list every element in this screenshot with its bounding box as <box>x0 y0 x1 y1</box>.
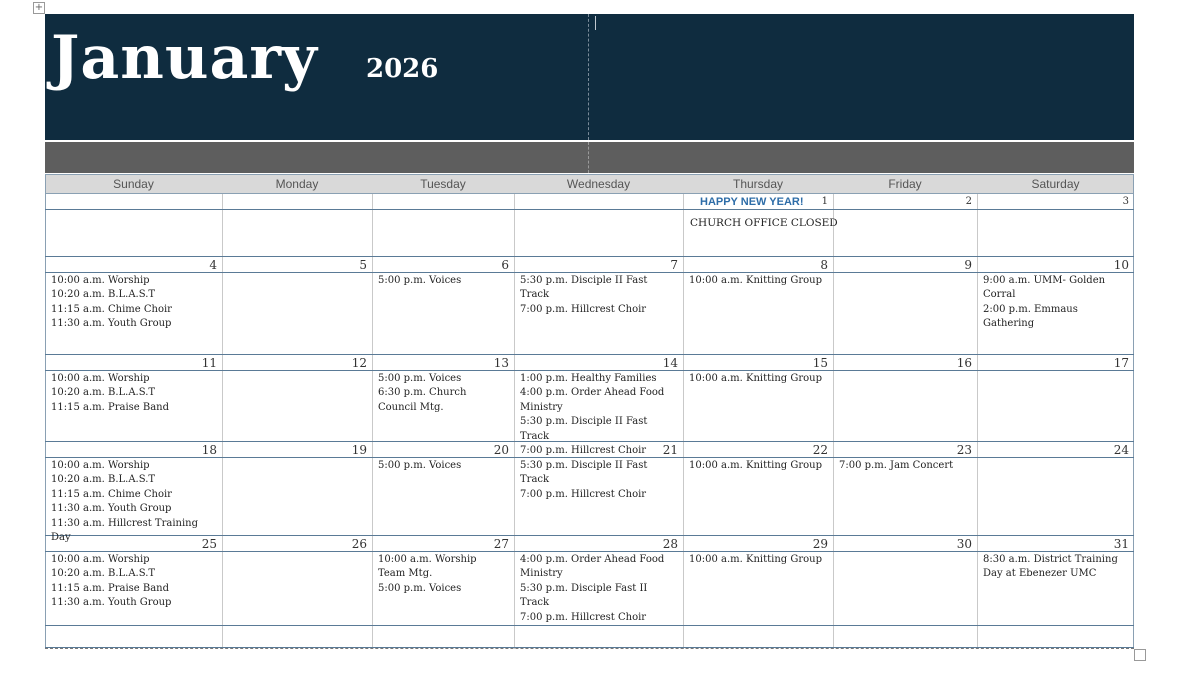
date-number: 23 <box>956 443 972 457</box>
month-title: January <box>51 23 318 93</box>
date-number: 29 <box>812 537 828 551</box>
weekday-header-row <box>45 174 1134 194</box>
date-number: 18 <box>201 443 217 457</box>
date-number: 22 <box>812 443 828 457</box>
event-item[interactable]: 10:00 a.m. Worship <box>51 460 150 471</box>
date-number: 25 <box>201 537 217 551</box>
event-item[interactable]: 8:30 a.m. District Training Day at Ebenezer UMC <box>983 554 1118 580</box>
event-item[interactable]: 11:15 a.m. Chime Choir <box>51 488 172 500</box>
date-number: 24 <box>1113 443 1129 457</box>
event-item[interactable]: 7:00 p.m. Jam Concert <box>839 460 954 471</box>
day-events <box>372 459 506 473</box>
day-events <box>683 372 825 386</box>
table-bottom-border <box>45 648 1134 649</box>
event-item[interactable]: 5:00 p.m. Voices <box>378 373 462 384</box>
event-item[interactable]: 1:00 p.m. Healthy Families <box>520 373 657 384</box>
weekday-saturday: Saturday <box>1031 177 1080 191</box>
day-events <box>683 553 825 567</box>
header-band <box>45 142 1134 173</box>
event-item[interactable]: 5:30 p.m. Disciple II Fast Track <box>520 416 648 442</box>
day-events <box>514 553 675 625</box>
date-number: 14 <box>662 356 678 370</box>
table-move-handle[interactable]: + <box>34 2 44 13</box>
date-number: 28 <box>662 537 678 551</box>
day-events <box>45 553 214 611</box>
date-number: 10 <box>1113 258 1129 272</box>
event-item[interactable]: 10:00 a.m. Knitting Group <box>689 554 822 565</box>
event-item[interactable]: 6:30 p.m. Church Council Mtg. <box>378 387 467 413</box>
event-item[interactable]: 11:15 a.m. Praise Band <box>51 401 170 413</box>
day-events <box>372 372 506 415</box>
day-events <box>372 274 506 288</box>
event-item[interactable]: 2:00 p.m. Emmaus Gathering <box>983 303 1078 330</box>
date-number: 20 <box>493 443 509 457</box>
event-item[interactable]: 5:00 p.m. Voices <box>378 460 462 471</box>
weekday-wednesday: Wednesday <box>566 177 631 191</box>
year-title: 2026 <box>366 54 439 84</box>
date-number: 12 <box>351 356 367 370</box>
event-item[interactable]: 5:30 p.m. Disciple Fast II Track <box>520 582 648 609</box>
event-item[interactable]: 7:00 p.m. Hillcrest Choir <box>520 488 647 500</box>
date-number: 7 <box>670 258 678 272</box>
weekday-thursday: Thursday <box>732 177 784 191</box>
event-item[interactable]: 5:00 p.m. Voices <box>378 582 462 594</box>
event-item[interactable]: 5:30 p.m. Disciple II Fast Track <box>520 275 648 301</box>
table-resize-handle[interactable] <box>1134 649 1146 661</box>
event-item[interactable]: 10:20 a.m. B.L.A.S.T <box>51 387 156 399</box>
weekday-monday: Monday <box>275 177 319 191</box>
event-item[interactable]: 11:30 a.m. Hillcrest Training Day <box>51 517 199 544</box>
event-row <box>45 210 1134 257</box>
date-number: 5 <box>359 258 367 272</box>
event-item[interactable]: 9:00 a.m. UMM- Golden Corral <box>983 275 1106 301</box>
event-item[interactable]: 10:00 a.m. Worship <box>51 373 150 384</box>
date-number: 30 <box>956 537 972 551</box>
date-number: 4 <box>209 258 217 272</box>
weekday-tuesday: Tuesday <box>420 177 466 191</box>
date-number: 27 <box>493 537 509 551</box>
event-item[interactable]: 4:00 p.m. Order Ahead Food Ministry <box>520 387 665 413</box>
date-number: 3 <box>1122 196 1129 207</box>
event-item[interactable]: 4:00 p.m. Order Ahead Food Ministry <box>520 554 665 580</box>
event-item[interactable]: 5:00 p.m. Voices <box>378 275 462 286</box>
text-cursor <box>595 16 596 30</box>
date-number: 8 <box>820 258 828 272</box>
date-number: 9 <box>964 258 972 272</box>
day-events <box>977 274 1126 332</box>
date-number: 17 <box>1113 356 1129 370</box>
event-item[interactable]: 11:15 a.m. Chime Choir <box>51 303 172 315</box>
event-item[interactable]: 11:15 a.m. Praise Band <box>51 582 170 594</box>
event-item[interactable]: 10:00 a.m. Worship Team Mtg. <box>378 554 477 580</box>
calendar-header <box>45 14 1134 140</box>
happy-new-year-note: HAPPY NEW YEAR! <box>700 196 804 208</box>
date-number: 16 <box>956 356 972 370</box>
event-item[interactable]: 10:20 a.m. B.L.A.S.T <box>51 289 156 301</box>
event-item[interactable]: 7:00 p.m. Hillcrest Choir <box>520 303 647 315</box>
event-item[interactable]: 7:00 p.m. Hillcrest Choir <box>520 611 647 623</box>
office-closed-note: CHURCH OFFICE CLOSED <box>690 217 838 229</box>
date-number: 21 <box>662 443 678 457</box>
day-events <box>45 459 214 545</box>
date-number: 11 <box>201 356 217 370</box>
event-item[interactable]: 10:20 a.m. B.L.A.S.T <box>51 474 156 486</box>
weekday-friday: Friday <box>888 177 922 191</box>
day-events <box>683 274 825 288</box>
calendar-grid <box>45 174 1134 649</box>
event-item[interactable]: 5:30 p.m. Disciple II Fast Track <box>520 460 648 486</box>
date-number: 15 <box>812 356 828 370</box>
day-events <box>514 274 675 317</box>
event-item[interactable]: 11:30 a.m. Youth Group <box>51 318 172 330</box>
day-events <box>372 553 506 596</box>
day-events <box>45 372 214 415</box>
day-events <box>833 459 969 473</box>
header-cell-divider <box>588 14 589 140</box>
day-events <box>45 274 214 332</box>
event-item[interactable]: 10:20 a.m. B.L.A.S.T <box>51 568 156 580</box>
day-events <box>977 553 1126 582</box>
event-item[interactable]: 11:30 a.m. Youth Group <box>51 597 172 609</box>
event-item[interactable]: 7:00 p.m. Hillcrest Choir <box>520 445 647 457</box>
date-number: 6 <box>501 258 509 272</box>
calendar-table <box>45 14 1134 649</box>
date-number: 26 <box>351 537 367 551</box>
event-item[interactable]: 10:00 a.m. Knitting Group <box>689 460 822 471</box>
event-item[interactable]: 10:00 a.m. Knitting Group <box>689 373 822 384</box>
date-number: 2 <box>965 196 972 207</box>
event-row <box>45 626 1134 648</box>
event-item[interactable]: 10:00 a.m. Worship <box>51 554 150 565</box>
weekday-sunday: Sunday <box>113 177 154 191</box>
event-item[interactable]: 10:00 a.m. Knitting Group <box>689 275 822 286</box>
event-item[interactable]: 11:30 a.m. Youth Group <box>51 503 172 515</box>
date-number: 19 <box>351 443 367 457</box>
date-number: 1 <box>821 196 828 207</box>
band-cell-divider <box>588 142 589 173</box>
event-item[interactable]: 10:00 a.m. Worship <box>51 275 150 286</box>
day-events <box>683 459 825 473</box>
date-number: 13 <box>493 356 509 370</box>
day-events <box>514 459 675 502</box>
date-number: 31 <box>1113 537 1129 551</box>
